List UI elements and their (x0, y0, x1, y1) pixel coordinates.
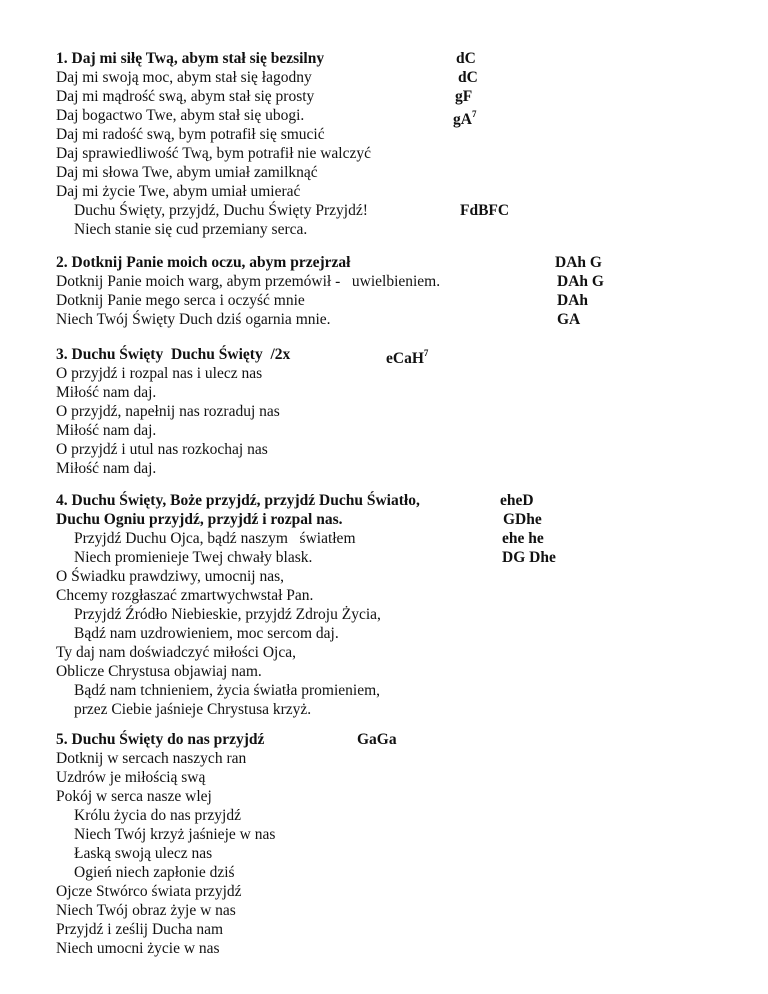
chord-label: eheD (500, 492, 534, 509)
refrain-line: Królu życia do nas przyjdź (74, 807, 241, 824)
song-4-title-line-2: Duchu Ogniu przyjdź, przyjdź i rozpal nas. (56, 511, 343, 528)
lyric-line: Daj sprawiedliwość Twą, bym potrafił nie walczyć (56, 145, 371, 162)
lyric-line: Przyjdź i ześlij Ducha nam (56, 921, 224, 938)
song-1-title: 1. Daj mi siłę Twą, abym stał się bezsilny (56, 50, 325, 67)
lyric-line: Dotknij Panie mego serca i oczyść mnie (56, 292, 305, 309)
chord-label: DAh G (557, 273, 604, 290)
lyric-line: Oblicze Chrystusa objawiaj nam. (56, 663, 262, 680)
lyric-line: O przyjdź i rozpal nas i ulecz nas (56, 365, 263, 382)
chord-label: gF (455, 88, 473, 105)
lyric-line: Niech umocni życie w nas (56, 940, 220, 957)
lyric-line: Daj mi radość swą, bym potrafił się smucić (56, 126, 325, 143)
refrain-line: Łaską swoją ulecz nas (74, 845, 213, 862)
song-5-title: 5. Duchu Święty do nas przyjdź (56, 731, 265, 748)
lyric-line: Przyjdź Duchu Ojca, bądź naszym światłem (74, 530, 356, 547)
chord-label: FdBFC (460, 202, 510, 219)
chord-label (386, 345, 429, 368)
chord-label: DAh G (555, 254, 602, 271)
lyric-line: Miłość nam daj. (56, 460, 157, 477)
lyric-line: Ojcze Stwórco świata przyjdź (56, 883, 242, 900)
lyric-line: O przyjdź i utul nas rozkochaj nas (56, 441, 268, 458)
lyric-line: Miłość nam daj. (56, 384, 157, 401)
lyric-line: Niech Twój Święty Duch dziś ogarnia mnie. (56, 311, 331, 328)
chord-label: GA (557, 311, 581, 328)
song-2-title: 2. Dotknij Panie moich oczu, abym przejrzał (56, 254, 351, 271)
lyric-line: Chcemy rozgłaszać zmartwychwstał Pan. (56, 587, 314, 604)
song-3-title: 3. Duchu Święty Duchu Święty /2x (56, 346, 291, 363)
lyric-line: Bądź nam uzdrowieniem, moc sercom daj. (74, 625, 339, 642)
lyric-line: O przyjdź, napełnij nas rozraduj nas (56, 403, 280, 420)
chord-label (453, 106, 477, 129)
refrain-line: Niech stanie się cud przemiany serca. (74, 221, 308, 238)
lyric-line: Miłość nam daj. (56, 422, 157, 439)
chord-superscript: 7 (471, 109, 477, 119)
chord-label: dC (456, 50, 476, 67)
chord-text: gA (453, 111, 472, 129)
lyric-line: Daj mi swoją moc, abym stał się łagodny (56, 69, 312, 86)
chord-label: GDhe (503, 511, 542, 528)
lyric-line: Daj mi życie Twe, abym umiał umierać (56, 183, 301, 200)
chord-label: dC (458, 69, 478, 86)
lyric-line: Niech Twój obraz żyje w nas (56, 902, 236, 919)
refrain-line: Niech Twój krzyż jaśnieje w nas (74, 826, 276, 843)
lyric-line: Dotknij Panie moich warg, abym przemówił - uwielbieniem. (56, 273, 441, 290)
lyric-line: Daj mi słowa Twe, abym umiał zamilknąć (56, 164, 318, 181)
lyric-line: O Świadku prawdziwy, umocnij nas, (56, 568, 285, 585)
lyric-line: Bądź nam tchnieniem, życia światła promieniem, (74, 682, 381, 699)
lyric-line: Niech promienieje Twej chwały blask. (74, 549, 313, 566)
chord-text: eCaH (386, 350, 424, 368)
lyric-line: Daj mi mądrość swą, abym stał się prosty (56, 88, 315, 105)
chord-label: DG Dhe (502, 549, 556, 566)
lyric-line: Daj bogactwo Twe, abym stał się ubogi. (56, 107, 305, 124)
lyric-line: Pokój w serca nasze wlej (56, 788, 212, 805)
lyric-line: Ty daj nam doświadczyć miłości Ojca, (56, 644, 296, 661)
refrain-line: Duchu Święty, przyjdź, Duchu Święty Przyjdź! (74, 202, 368, 219)
lyric-line: Uzdrów je miłością swą (56, 769, 206, 786)
lyric-line: Przyjdź Źródło Niebieskie, przyjdź Zdroju Życia, (74, 606, 381, 623)
refrain-line: Ogień niech zapłonie dziś (74, 864, 235, 881)
song-4-title: 4. Duchu Święty, Boże przyjdź, przyjdź Duchu Światło, (56, 492, 420, 509)
chord-label: GaGa (357, 731, 397, 748)
chord-superscript: 7 (423, 348, 429, 358)
lyric-line: przez Ciebie jaśnieje Chrystusa krzyż. (74, 701, 312, 718)
chord-label: ehe he (502, 530, 544, 547)
chord-label: DAh (557, 292, 589, 309)
lyric-line: Dotknij w sercach naszych ran (56, 750, 247, 767)
